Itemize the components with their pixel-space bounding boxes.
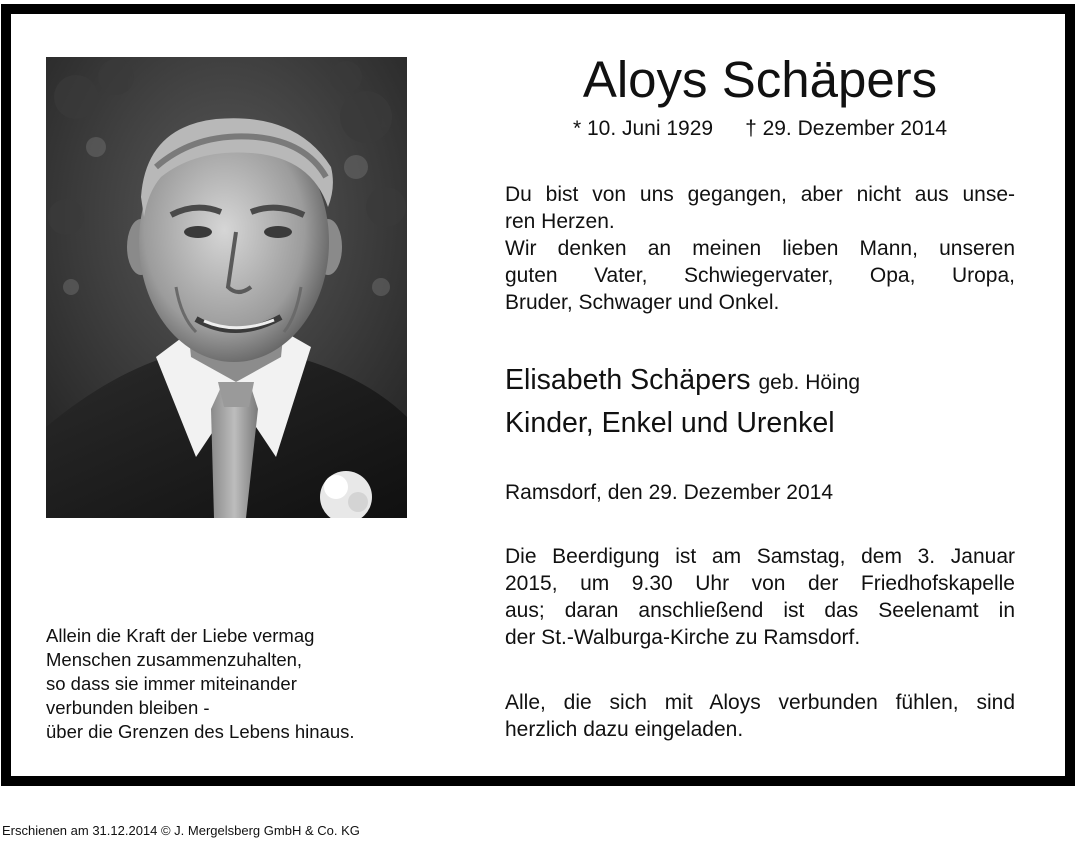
funeral-details: [505, 543, 1015, 651]
invitation-line: Alle, die sich mit Aloys verbunden fühlen, sind: [505, 691, 1015, 714]
funeral-line: Die Beerdigung ist am Samstag, dem 3. Januar: [505, 545, 1015, 568]
deceased-name: Aloys Schäpers: [582, 51, 938, 108]
intro-line: guten Vater, Schwiegervater, Opa, Uropa,: [505, 264, 1015, 287]
poem-line: über die Grenzen des Lebens hinaus.: [46, 721, 355, 742]
invitation-line: herzlich dazu eingeladen.: [505, 718, 744, 741]
family-signature: [505, 360, 1015, 443]
widow-name: Elisabeth Schäpers: [505, 364, 751, 396]
relatives-line: Kinder, Enkel und Urenkel: [505, 407, 835, 439]
invitation-text: [505, 689, 1015, 743]
death-date: † 29. Dezember 2014: [745, 117, 948, 140]
publication-footer: Erschienen am 31.12.2014 © J. Mergelsberg GmbH & Co. KG: [2, 823, 360, 838]
funeral-line: 2015, um 9.30 Uhr von der Friedhofskapelle: [505, 572, 1015, 595]
poem-line: so dass sie immer miteinander: [46, 673, 297, 694]
life-dates: [505, 115, 1015, 143]
intro-text: [505, 181, 1015, 316]
maiden-name: geb. Höing: [758, 371, 861, 394]
funeral-line: der St.-Walburga-Kirche zu Ramsdorf.: [505, 626, 861, 649]
intro-line: Bruder, Schwager und Onkel.: [505, 291, 780, 314]
portrait-photo: [46, 57, 407, 518]
intro-line: Du bist von uns gegangen, aber nicht aus unse-: [505, 183, 1015, 206]
widow-line: [505, 360, 1015, 403]
intro-line: Wir denken an meinen lieben Mann, unseren: [505, 237, 1015, 260]
birth-date: * 10. Juni 1929: [572, 117, 714, 140]
poem-line: Menschen zusammenzuhalten,: [46, 649, 303, 670]
poem-line: Allein die Kraft der Liebe vermag: [46, 625, 315, 646]
intro-line: ren Herzen.: [505, 210, 615, 233]
place-date: Ramsdorf, den 29. Dezember 2014: [505, 481, 834, 504]
funeral-line: aus; daran anschließend ist das Seelenamt in: [505, 599, 1015, 622]
memorial-poem: [46, 624, 446, 744]
poem-line: verbunden bleiben -: [46, 697, 210, 718]
